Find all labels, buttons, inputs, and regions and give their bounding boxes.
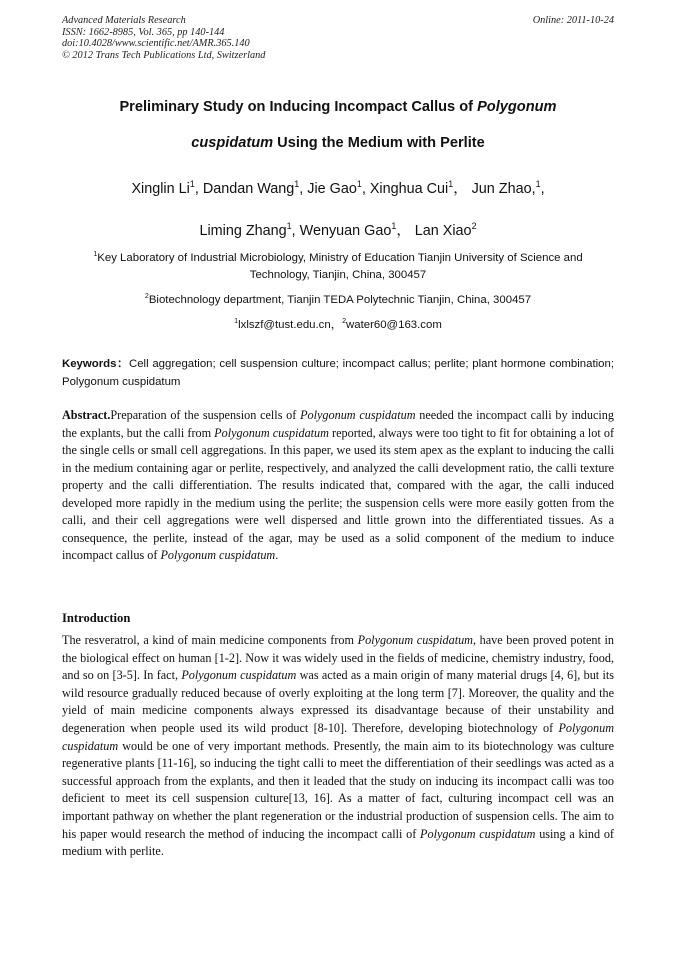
abstract-label: Abstract. bbox=[62, 408, 111, 422]
affiliation-1 bbox=[62, 250, 614, 284]
keywords-text: Cell aggregation; cell suspension culture; incompact callus; perlite; plant hormone combination; Polygonum cuspidatum bbox=[62, 358, 614, 388]
affiliation-marker: 2 bbox=[144, 293, 149, 301]
affiliation-2 bbox=[62, 292, 614, 309]
author: Wenyuan Gao$^1$， bbox=[299, 221, 411, 239]
species-name: Polygonum cuspidatum bbox=[420, 826, 536, 841]
title-part2: Using the Medium with Perlite bbox=[273, 135, 485, 151]
text-run: was acted as a main origin of many material drugs [4, 6], but its wild resource gradually reduced because of overly exploiting at the long term [7]. Moreover, the quality and the yield of main medicine components always expressed its disadvantage because of their unstability and degeneration when people used its wild product [8-10]. Therefore, developing biotechnology of bbox=[62, 668, 614, 735]
author: Jie Gao$^1$, bbox=[307, 179, 370, 197]
online-date: Online: 2011-10-24 bbox=[532, 15, 614, 26]
species-name: Polygonum cuspidatum bbox=[160, 548, 276, 562]
species-name: Polygonum cuspidatum bbox=[300, 408, 416, 422]
abstract-body bbox=[62, 408, 614, 562]
species-name: Polygonum cuspidatum bbox=[62, 720, 614, 753]
author: Dandan Wang$^1$, bbox=[202, 179, 308, 197]
section-heading-introduction: Introduction bbox=[62, 611, 131, 625]
author: Liming Zhang$^1$, bbox=[199, 221, 300, 239]
author: Xinglin Li$^1$, bbox=[131, 179, 203, 197]
author: Xinghua Cui$^1$， bbox=[369, 179, 472, 197]
affiliation-marker: 1 bbox=[93, 251, 98, 259]
text-run: Preparation of the suspension cells of bbox=[110, 408, 301, 422]
journal-header bbox=[62, 15, 614, 61]
text-run: reported, always were too tight to fit for obtaining a lot of the single cells or small cell aggregations. In this paper, we used its stem apex as the explant to inducing the calli in the medium containing agar or perlite, respectively, and analyzed the calli development ratio, the calli texture property and the calli differentiation. The results indicated that, compared with the agar, the calli induced developed more rapidly in the medium using the perlite; the suspension cells were more easily gotten from the calli, and their cell aggregations were well dispersed and little grown into the differentiated tissues. As a consequence, the perlite, instead of the agar, may be used as a solid component of the medium to induce incompact callus of bbox=[62, 425, 615, 562]
text-run: needed the incompact calli by inducing the explants, but the calli from bbox=[62, 408, 614, 440]
issn-line: ISSN: 1662-8985, Vol. 365, pp 140-144 bbox=[62, 26, 225, 38]
text-run: , have been proved potent in the biological effect on human [1-2]. Now it was widely used in the fields of medicine, chemistry industry, food, and so on [3-5]. In fact, bbox=[62, 633, 614, 683]
journal-name: Advanced Materials Research bbox=[62, 15, 186, 26]
text-run: . bbox=[275, 548, 279, 562]
affiliation-text: Biotechnology department, Tianjin TEDA Polytechnic Tianjin, China, 300457 bbox=[148, 294, 532, 306]
keywords bbox=[62, 356, 614, 391]
author: Lan Xiao$^2$ bbox=[414, 221, 477, 239]
author-list bbox=[62, 168, 614, 252]
species-name: Polygonum cuspidatum bbox=[214, 425, 329, 440]
author-emails: $^1$lxlszf@tust.edu.cn，$^2$water60@163.com bbox=[234, 318, 442, 331]
text-run: using a kind of medium with perlite. bbox=[62, 826, 614, 859]
keywords-label: Keywords： bbox=[62, 358, 129, 370]
title-italic2: cuspidatum bbox=[191, 135, 274, 151]
paper-title bbox=[62, 89, 614, 161]
title-part1: Preliminary Study on Inducing Incompact Callus of bbox=[119, 99, 478, 115]
email-link[interactable]: lxlszf@tust.edu.cn bbox=[238, 319, 331, 331]
species-name: Polygonum cuspidatum bbox=[181, 668, 297, 683]
title-italic1: Polygonum bbox=[477, 99, 557, 115]
species-name: Polygonum cuspidatum bbox=[357, 633, 473, 647]
author: Jun Zhao,$^1$, bbox=[471, 179, 545, 197]
abstract bbox=[62, 407, 614, 565]
copyright-line: © 2012 Trans Tech Publications Ltd, Switzerland bbox=[62, 49, 266, 61]
affiliation-text: Key Laboratory of Industrial Microbiology, Ministry of Education Tianjin University of Science and Technology, Tianjin, China, 300457 bbox=[97, 252, 583, 281]
email-link[interactable]: water60@163.com bbox=[346, 319, 442, 331]
text-run: would be one of very important methods. Presently, the main aim to its biotechnology was culture regenerative plants [11-16], so inducing the tight calli to meet the differentiation of their seedlings was acted as a successful approach from the explants, and then it leaded that the study on inducing its incompact calli was too deficient to meet its cell suspension culture[13, 16]. As a matter of fact, culturing incompact cell was an important pathway on whether the plant regeneration or the industrial production of suspension cells. The aim to his paper would research the method of inducing the incompact calli of bbox=[62, 738, 614, 841]
doi-line: doi:10.4028/www.scientific.net/AMR.365.140 bbox=[62, 38, 250, 49]
introduction-body bbox=[62, 632, 614, 861]
text-run: The resveratrol, a kind of main medicine components from bbox=[62, 633, 358, 647]
